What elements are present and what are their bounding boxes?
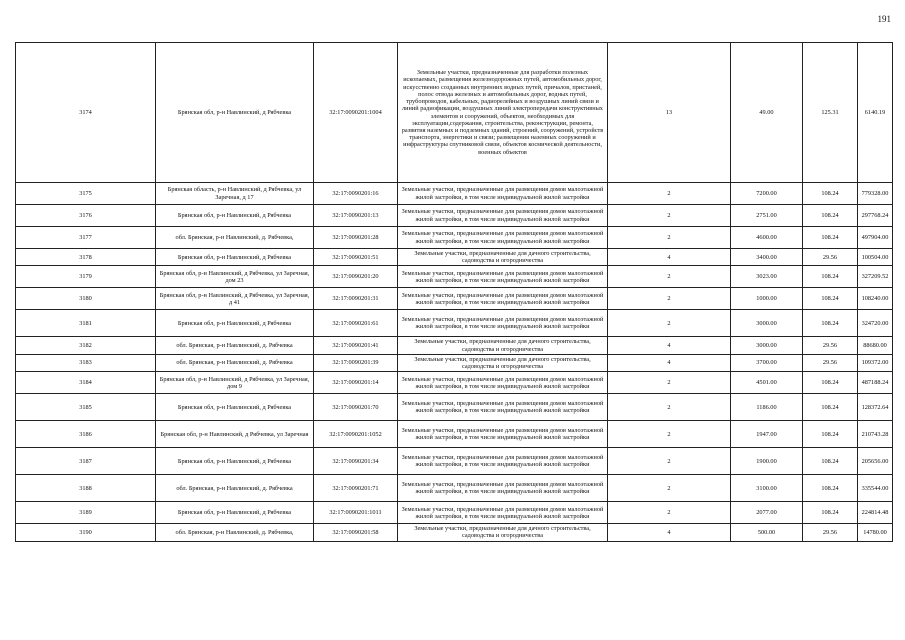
cell-number: 3181	[16, 310, 156, 337]
cell-cadastral-number: 32:17:0090201:58	[314, 524, 398, 541]
cell-land-use: Земельные участки, предназначенные для дачного строительства, садоводства и огородничества	[398, 337, 608, 354]
cell-group: 2	[608, 502, 731, 524]
cell-area: 1900.00	[731, 448, 803, 475]
cell-land-use: Земельные участки, предназначенные для дачного строительства, садоводства и огородничества	[398, 354, 608, 371]
cell-rate: 108.24	[803, 227, 858, 249]
table-row	[16, 502, 893, 524]
cell-cadastral-number: 32:17:0090201:34	[314, 448, 398, 475]
cell-number: 3187	[16, 448, 156, 475]
cell-cadastral-value: 109372.00	[858, 354, 893, 371]
table-row	[16, 337, 893, 354]
cell-land-use: Земельные участки, предназначенные для размещения домов малоэтажной жилой застройки, в том числе индивидуальной жилой застройки	[398, 475, 608, 502]
cell-rate: 108.24	[803, 394, 858, 421]
cell-address: Брянская обл, р-н Навлинский, д Рябчевка, ул Заречная, д 41	[156, 288, 314, 310]
table-row	[16, 249, 893, 266]
cell-address: Брянская обл, р-н Навлинский, д Рябчевка	[156, 448, 314, 475]
cell-address: Брянская область, р-н Навлинский, д Рябчевка, ул Заречная, д 17	[156, 183, 314, 205]
cell-cadastral-value: 88680.00	[858, 337, 893, 354]
cell-group: 4	[608, 524, 731, 541]
cell-area: 3400.00	[731, 249, 803, 266]
cell-cadastral-value: 205656.00	[858, 448, 893, 475]
cell-area: 3000.00	[731, 337, 803, 354]
cell-cadastral-number: 32:17:0090201:39	[314, 354, 398, 371]
cell-address: Брянская обл, р-н Навлинский, д Рябчевка, ул Заречная, дом 23	[156, 266, 314, 288]
cell-number: 3188	[16, 475, 156, 502]
cell-number: 3190	[16, 524, 156, 541]
cell-cadastral-number: 32:17:0090201:14	[314, 372, 398, 394]
cell-rate: 108.24	[803, 502, 858, 524]
table-row	[16, 310, 893, 337]
table-row	[16, 394, 893, 421]
cell-rate: 108.24	[803, 288, 858, 310]
cell-area: 2077.00	[731, 502, 803, 524]
cell-cadastral-value: 297768.24	[858, 205, 893, 227]
cell-group: 4	[608, 337, 731, 354]
cell-address: Брянская обл, р-н Навлинский, д Рябчевка	[156, 205, 314, 227]
cell-number: 3177	[16, 227, 156, 249]
cell-rate: 29.56	[803, 354, 858, 371]
cell-number: 3174	[16, 43, 156, 183]
cell-cadastral-value: 327209.52	[858, 266, 893, 288]
table-row	[16, 524, 893, 541]
cell-rate: 108.24	[803, 475, 858, 502]
cell-number: 3179	[16, 266, 156, 288]
cell-cadastral-value: 224814.48	[858, 502, 893, 524]
cell-address: обл. Брянская, р-н Навлинский, д. Рябчевка	[156, 337, 314, 354]
cell-rate: 29.56	[803, 249, 858, 266]
cell-number: 3176	[16, 205, 156, 227]
cell-area: 3100.00	[731, 475, 803, 502]
cell-area: 3000.00	[731, 310, 803, 337]
cell-address: обл. Брянская, р-н Навлинский, д. Рябчевка	[156, 354, 314, 371]
cell-cadastral-number: 32:17:0090201:20	[314, 266, 398, 288]
cell-group: 4	[608, 249, 731, 266]
cell-cadastral-number: 32:17:0090201:41	[314, 337, 398, 354]
cell-group: 2	[608, 205, 731, 227]
cell-number: 3189	[16, 502, 156, 524]
cell-cadastral-number: 32:17:0090201:16	[314, 183, 398, 205]
page-number: 191	[877, 14, 891, 24]
cell-cadastral-value: 210743.28	[858, 421, 893, 448]
cell-number: 3175	[16, 183, 156, 205]
cell-area: 49.00	[731, 43, 803, 183]
cell-land-use: Земельные участки, предназначенные для размещения домов малоэтажной жилой застройки, в том числе индивидуальной жилой застройки	[398, 183, 608, 205]
cell-address: Брянская обл, р-н Навлинский, д Рябчевка	[156, 502, 314, 524]
cell-rate: 125.31	[803, 43, 858, 183]
cell-rate: 108.24	[803, 266, 858, 288]
cell-cadastral-number: 32:17:0090201:31	[314, 288, 398, 310]
table-row	[16, 183, 893, 205]
cell-cadastral-number: 32:17:0090201:61	[314, 310, 398, 337]
cell-cadastral-number: 32:17:0090201:1004	[314, 43, 398, 183]
cell-group: 2	[608, 266, 731, 288]
cell-land-use: Земельные участки, предназначенные для разработки полезных ископаемых, размещения железнодорожных путей, автомобильных дорог, искусственно созданных внутренних водных путей, причалов, пристаней, полос отвода железных и автомобильных дорог, водных путей, трубопроводов, кабельных, радиорелейных и воздушных линий связи и линий радиофикации, воздушных линий электропередачи конструктивных элементов и сооружений, объектов, необходимых для эксплуатации,содержания, строительства, реконструкции, ремонта, развития наземных и подземных зданий, строений, сооружений, устройств транспорта, энергетики и связи; размещения наземных сооружений и инфраструктуры спутниковой связи, объектов космической деятельности, военных объектов	[398, 43, 608, 183]
cell-address: Брянская обл, р-н Навлинский, д Рябчевка	[156, 394, 314, 421]
cell-group: 2	[608, 183, 731, 205]
cell-land-use: Земельные участки, предназначенные для размещения домов малоэтажной жилой застройки, в том числе индивидуальной жилой застройки	[398, 394, 608, 421]
cell-group: 2	[608, 394, 731, 421]
table-row	[16, 205, 893, 227]
cell-cadastral-value: 779328.00	[858, 183, 893, 205]
cell-group: 2	[608, 310, 731, 337]
cadastral-value-table	[15, 42, 893, 542]
cell-cadastral-value: 108240.00	[858, 288, 893, 310]
cell-land-use: Земельные участки, предназначенные для дачного строительства, садоводства и огородничества	[398, 524, 608, 541]
cell-number: 3184	[16, 372, 156, 394]
cell-rate: 108.24	[803, 205, 858, 227]
cell-area: 3700.00	[731, 354, 803, 371]
table-row	[16, 288, 893, 310]
cell-group: 2	[608, 288, 731, 310]
table-row	[16, 266, 893, 288]
cell-area: 1947.00	[731, 421, 803, 448]
cell-cadastral-value: 487188.24	[858, 372, 893, 394]
cell-address: Брянская обл, р-н Навлинский, д Рябчевка, ул Заречная	[156, 421, 314, 448]
cell-group: 2	[608, 448, 731, 475]
table-row	[16, 448, 893, 475]
cell-land-use: Земельные участки, предназначенные для размещения домов малоэтажной жилой застройки, в том числе индивидуальной жилой застройки	[398, 266, 608, 288]
cell-land-use: Земельные участки, предназначенные для размещения домов малоэтажной жилой застройки, в том числе индивидуальной жилой застройки	[398, 288, 608, 310]
cell-address: Брянская обл, р-н Навлинский, д Рябчевка	[156, 310, 314, 337]
cell-rate: 29.56	[803, 524, 858, 541]
cell-address: Брянская обл, р-н Навлинский, д Рябчевка, ул Заречная, дом 9	[156, 372, 314, 394]
cell-address: обл. Брянская, р-н Навлинский, д. Рябчевка	[156, 475, 314, 502]
cell-area: 500.00	[731, 524, 803, 541]
cell-area: 4501.00	[731, 372, 803, 394]
table-row	[16, 43, 893, 183]
cell-cadastral-number: 32:17:0090201:28	[314, 227, 398, 249]
cell-rate: 108.24	[803, 372, 858, 394]
cell-cadastral-number: 32:17:0090201:51	[314, 249, 398, 266]
cell-land-use: Земельные участки, предназначенные для дачного строительства, садоводства и огородничества	[398, 249, 608, 266]
cell-area: 3023.00	[731, 266, 803, 288]
cell-land-use: Земельные участки, предназначенные для размещения домов малоэтажной жилой застройки, в том числе индивидуальной жилой застройки	[398, 227, 608, 249]
table-row	[16, 421, 893, 448]
cell-cadastral-value: 100504.00	[858, 249, 893, 266]
cell-cadastral-value: 335544.00	[858, 475, 893, 502]
cell-area: 1000.00	[731, 288, 803, 310]
cell-cadastral-value: 324720.00	[858, 310, 893, 337]
cell-area: 1186.00	[731, 394, 803, 421]
cell-address: Брянская обл, р-н Навлинский, д Рябчевка	[156, 249, 314, 266]
cell-number: 3180	[16, 288, 156, 310]
cell-number: 3182	[16, 337, 156, 354]
cell-cadastral-number: 32:17:0090201:71	[314, 475, 398, 502]
cell-rate: 108.24	[803, 421, 858, 448]
cell-area: 7200.00	[731, 183, 803, 205]
cell-rate: 108.24	[803, 183, 858, 205]
cell-number: 3186	[16, 421, 156, 448]
cell-group: 2	[608, 227, 731, 249]
cell-land-use: Земельные участки, предназначенные для размещения домов малоэтажной жилой застройки, в том числе индивидуальной жилой застройки	[398, 448, 608, 475]
cell-cadastral-value: 6140.19	[858, 43, 893, 183]
cell-land-use: Земельные участки, предназначенные для размещения домов малоэтажной жилой застройки, в том числе индивидуальной жилой застройки	[398, 205, 608, 227]
cell-area: 4600.00	[731, 227, 803, 249]
cell-cadastral-number: 32:17:0090201:1052	[314, 421, 398, 448]
cell-cadastral-value: 128372.64	[858, 394, 893, 421]
cell-land-use: Земельные участки, предназначенные для размещения домов малоэтажной жилой застройки, в том числе индивидуальной жилой застройки	[398, 421, 608, 448]
cell-area: 2751.00	[731, 205, 803, 227]
cell-rate: 108.24	[803, 448, 858, 475]
cell-group: 2	[608, 421, 731, 448]
cell-address: Брянская обл, р-н Навлинский, д Рябчевка	[156, 43, 314, 183]
table-row	[16, 354, 893, 371]
cell-rate: 108.24	[803, 310, 858, 337]
table-row	[16, 475, 893, 502]
table-row	[16, 372, 893, 394]
cell-rate: 29.56	[803, 337, 858, 354]
cell-cadastral-number: 32:17:0090201:1011	[314, 502, 398, 524]
cell-cadastral-value: 14780.00	[858, 524, 893, 541]
cell-address: обл. Брянская, р-н Навлинский, д. Рябчевка,	[156, 227, 314, 249]
cell-cadastral-value: 497904.00	[858, 227, 893, 249]
cell-number: 3183	[16, 354, 156, 371]
cell-cadastral-number: 32:17:0090201:70	[314, 394, 398, 421]
cell-group: 13	[608, 43, 731, 183]
cell-number: 3178	[16, 249, 156, 266]
cell-number: 3185	[16, 394, 156, 421]
cell-group: 2	[608, 475, 731, 502]
cell-cadastral-number: 32:17:0090201:13	[314, 205, 398, 227]
cell-group: 2	[608, 372, 731, 394]
cell-land-use: Земельные участки, предназначенные для размещения домов малоэтажной жилой застройки, в том числе индивидуальной жилой застройки	[398, 372, 608, 394]
cell-land-use: Земельные участки, предназначенные для размещения домов малоэтажной жилой застройки, в том числе индивидуальной жилой застройки	[398, 502, 608, 524]
cell-group: 4	[608, 354, 731, 371]
cell-land-use: Земельные участки, предназначенные для размещения домов малоэтажной жилой застройки, в том числе индивидуальной жилой застройки	[398, 310, 608, 337]
table-row	[16, 227, 893, 249]
cell-address: обл. Брянская, р-н Навлинский, д. Рябчевка,	[156, 524, 314, 541]
